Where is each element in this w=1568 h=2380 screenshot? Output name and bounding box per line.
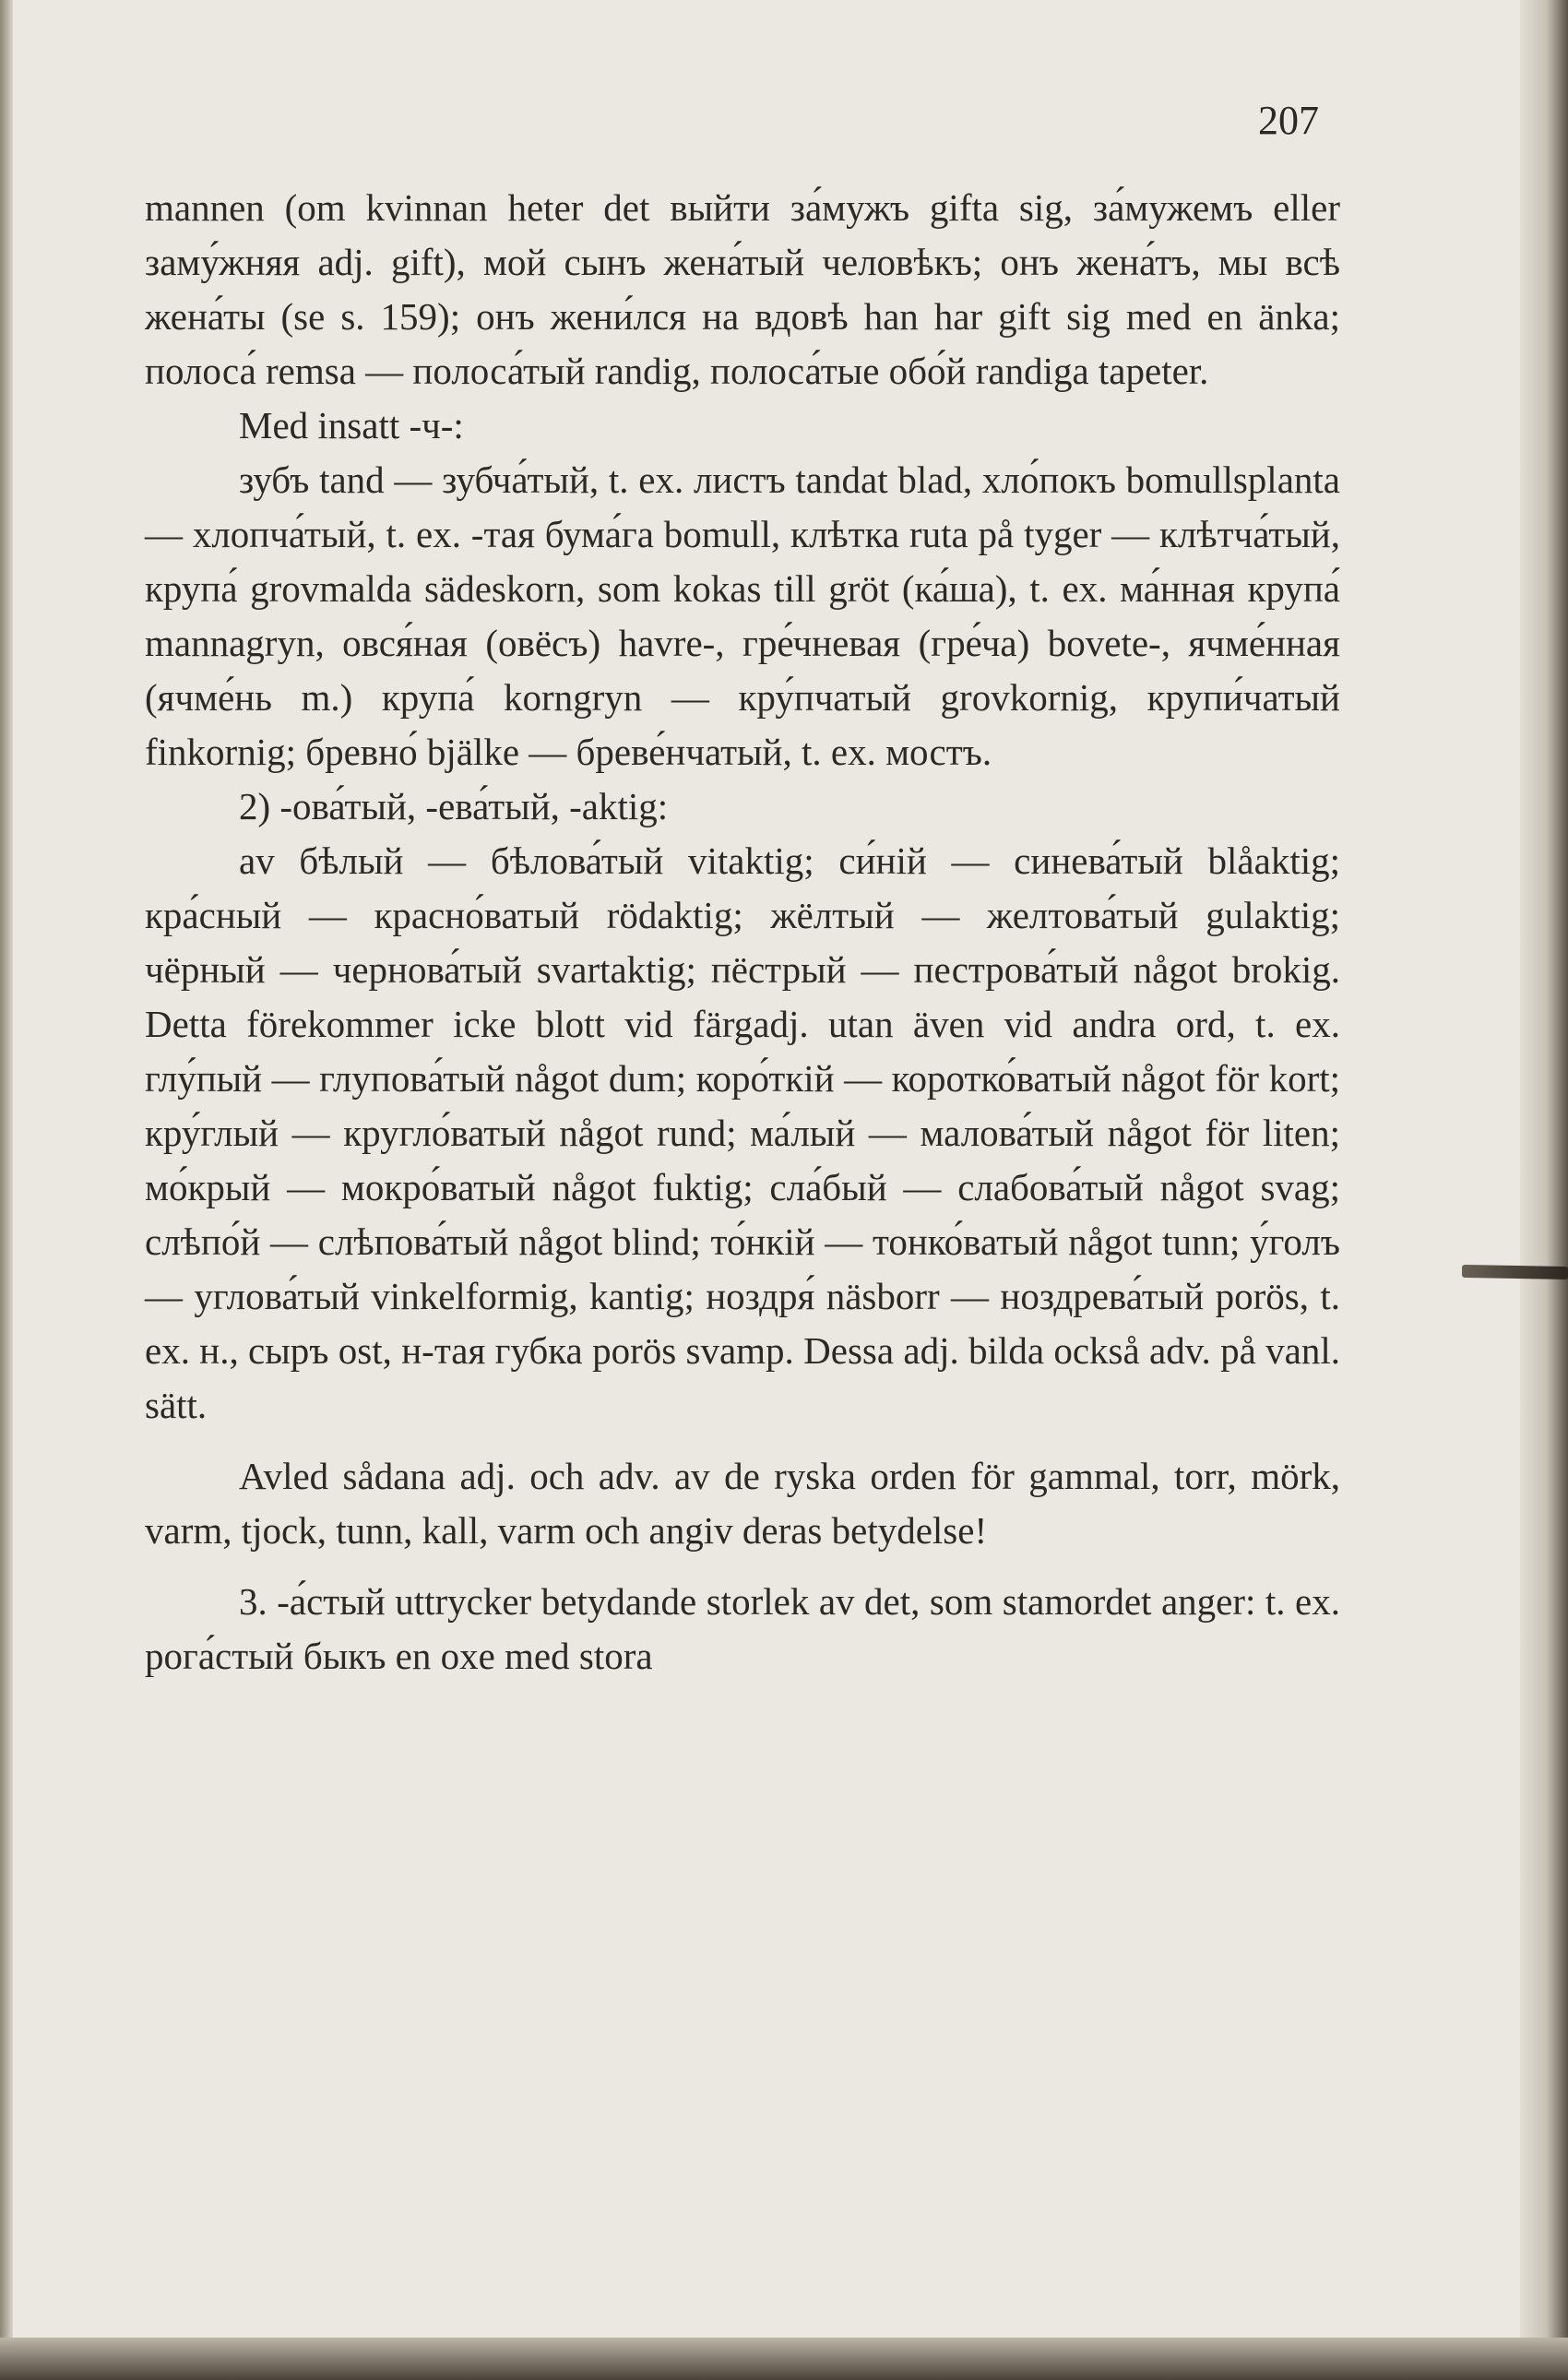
paragraph-4: 2) -ова́тый, -ева́тый, -aktig:: [239, 785, 669, 827]
paragraph-3: зубъ tand — зубча́тый, t. ex. листъ tandat blad, хло́покъ bomullsplanta — хлопча́тый, t. ex. -тая бума́га bomull, клѣтка ruta på tyger — клѣтча́тый, крупа́ grovmalda sädeskorn, som kokas till gröt (ка́ша), t. ex. ма́нная крупа́ mannagryn, овся́ная (овёсъ) havre-, гре́чневая (гре́ча) bovete-, ячме́нная (ячме́нь m.) крупа́ korngryn — кру́пчатый grovkornig, крупи́чатый finkornig; бревно́ bjälke — бреве́нчатый, t. ex. мостъ.: [145, 458, 1340, 773]
page-bottom-edge: [0, 2338, 1568, 2380]
page-gutter-shadow: [0, 0, 13, 2380]
paragraph-6: Avled sådana adj. och adv. av de ryska orden för gammal, torr, mörk, varm, tjock, tunn, kall, varm och angiv deras betydelse!: [145, 1455, 1340, 1552]
paragraph-1: mannen (om kvinnan heter det выйти за́мужъ gifta sig, за́мужемъ eller заму́жняя adj. gift), мой сынъ жена́тый человѣкъ; онъ жена́тъ, мы всѣ жена́ты (se s. 159); онъ жени́лся на вдовѣ han har gift sig med en änka; полоса́ remsa — полоса́тый randig, полоса́тые обо́й randiga tapeter.: [145, 186, 1340, 392]
page-right-edge: [1520, 0, 1568, 2380]
page-number: 207: [1258, 98, 1319, 143]
body-text: [145, 181, 1340, 1684]
bookmark-tab: [1462, 1265, 1568, 1279]
paragraph-7: 3. -а́стый uttrycker betydande storlek av det, som stamordet anger: t. ex. рога́стый быкъ en oxe med stora: [145, 1580, 1340, 1677]
paragraph-5: av бѣлый — бѣлова́тый vitaktig; си́ній — синева́тый blåaktig; кра́сный — красно́ватый rödaktig; жёлтый — желтова́тый gulaktig; чёрный — чернова́тый svartaktig; пёстрый — пестрова́тый något brokig. Detta förekommer icke blott vid färgadj. utan även vid andra ord, t. ex. глу́пый — глупова́тый något dum; коро́ткій — коротко́ватый något för kort; кру́глый — кругло́ватый något rund; ма́лый — малова́тый något för liten; мо́крый — мокро́ватый något fuktig; сла́бый — слабова́тый något svag; слѣпо́й — слѣпова́тый något blind; то́нкій — тонко́ватый något tunn; у́голъ — углова́тый vinkelformig, kantig; ноздря́ näsborr — ноздрева́тый porös, t. ex. н., сыръ ost, н-тая губка porös svamp. Dessa adj. bilda också adv. på vanl. sätt.: [145, 839, 1340, 1426]
paragraph-2: Med insatt -ч-:: [239, 404, 464, 446]
